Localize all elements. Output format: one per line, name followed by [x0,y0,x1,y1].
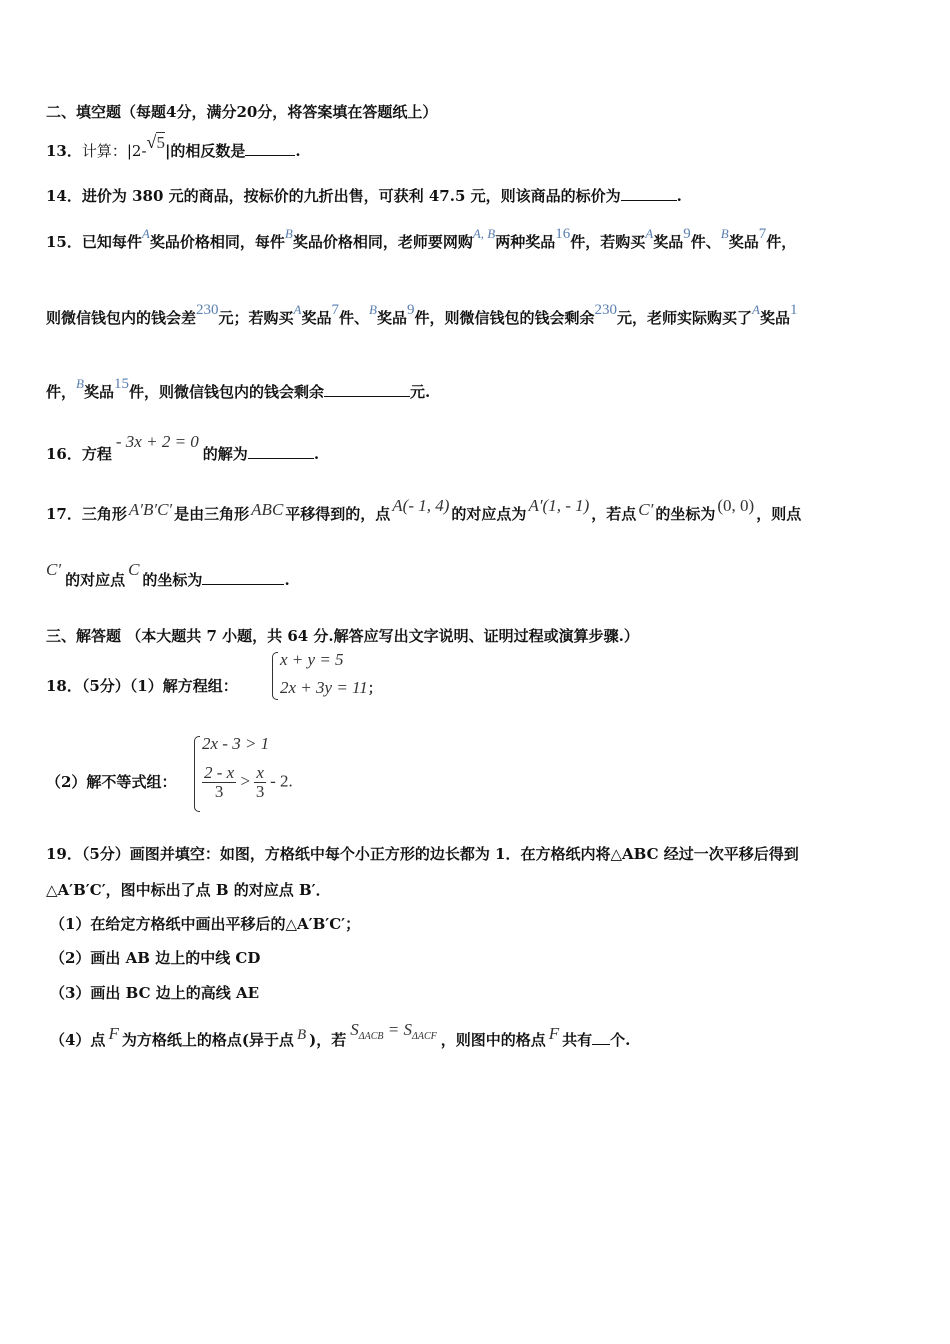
q15-math: 15 [113,376,129,392]
q17-end: . [284,571,290,589]
q19-text: 为方格纸上的格点(异于点 [121,1031,294,1049]
q19-text: （5分）画图并填空：如图，方格纸中每个小正方形的边长都为 1．在方格纸内将△ABC 经过一次平移后得到 [81,845,799,863]
system-brace [272,652,278,700]
q18-text: （2）解不等式组： [46,773,177,791]
numerator: 2 - x [204,763,235,782]
q16-equation: - 3x + 2 = 0 [115,432,199,451]
equation-2-text: 2x + 3y = 11 [280,678,368,697]
period: . [288,771,293,791]
q15-text: 元，老师实际购买了 [617,309,753,327]
q15-text: 奖品 [653,233,684,251]
q15-number: 15． [46,233,82,251]
tail-term: - 2 [270,771,289,791]
q16-end: . [313,445,320,463]
q15-math: A [293,302,302,317]
q13-text-a: 计算：|2- [81,142,147,160]
q15-text: 奖品价格相同，老师要网购 [292,233,473,251]
question-15-line-1 [46,226,797,253]
q17-text: 的坐标为 [655,505,716,523]
q15-math: B [369,302,377,317]
answer-blank[interactable] [621,186,677,201]
area-subscript: ΔACF [411,1031,437,1042]
q17-math: ABC [251,500,284,519]
q14-end: . [676,187,682,205]
q15-text: 奖品 [301,309,332,327]
q15-math: B [720,226,729,241]
question-18-part-1 [46,676,238,696]
question-19-line-1 [46,844,799,864]
q15-text: 件，若购买 [570,233,646,251]
inequality-2 [202,764,293,801]
q18-number: 18． [46,677,82,695]
q15-text: 件，则微信钱包的钱会剩余 [414,309,595,327]
area-symbol: = S [387,1020,412,1039]
denominator: 3 [255,782,265,801]
q15-math: A [645,226,654,241]
q15-math: 9 [683,226,691,242]
q15-text: 奖品 [728,233,759,251]
q15-math: 230 [594,302,617,318]
q17-text: 的对应点为 [451,505,527,523]
answer-blank[interactable] [245,141,295,156]
question-17-line-2 [46,560,290,590]
q15-text: 两种奖品 [495,233,556,251]
answer-blank[interactable] [592,1030,610,1045]
q17-math: A′(1, - 1) [528,496,590,515]
q15-text: 元. [410,383,431,401]
q18-text: （5分）（1）解方程组： [81,677,238,695]
q19-math: F [548,1024,560,1043]
q19-text: （4）点 [50,1031,106,1049]
q15-math: A [141,226,150,241]
greater-sign: > [240,771,251,791]
q15-text: 件、 [690,233,721,251]
section-3-title: 三、解答题 （本大题共 7 小题，共 64 分.解答应写出文字说明、证明过程或演算步骤.） [46,627,639,645]
question-19-line-2: △A′B′C′，图中标出了点 B 的对应点 B′． [46,881,331,899]
answer-blank[interactable] [324,382,410,397]
numerator: x [256,763,264,782]
question-13 [46,132,301,161]
q17-math: C [128,560,140,579]
q15-text: 则微信钱包内的钱会差 [46,309,197,327]
question-15-line-2 [46,302,798,329]
q15-text: 件， [46,383,77,401]
question-14 [46,186,682,206]
q17-text: ，则点 [756,505,802,523]
denominator: 3 [214,782,224,801]
q19-number: 19． [46,845,82,863]
area-expression [350,1020,437,1042]
q17-text: 平移得到的，点 [285,505,391,523]
q17-math: A′B′C′ [128,500,173,519]
q16-text: 的解为 [202,445,248,463]
q15-math: 7 [758,226,767,242]
q17-text: 的坐标为 [142,571,203,589]
q15-text: 奖品 [83,383,114,401]
q19-text: 共有 [562,1031,593,1049]
q15-math: 7 [331,302,339,318]
equation-1: x + y = 5 [280,650,344,669]
q17-math: (0, 0) [717,496,755,515]
q15-math: 9 [406,302,415,318]
q16-number: 16． [46,445,82,463]
q13-number: 13． [46,142,82,160]
q13-text-b: |的相反数是 [164,142,246,160]
q19-math: B [296,1027,307,1043]
q15-text: 元；若购买 [218,309,294,327]
q13-end: . [295,142,301,160]
q19-text: ，则图中的格点 [440,1031,546,1049]
q15-text: 已知每件 [81,233,142,251]
q16-text: 方程 [81,445,112,463]
q15-text: 奖品价格相同，每件 [149,233,285,251]
q15-math: A, B [472,226,496,241]
question-15-line-3 [46,376,431,403]
q15-text: 奖品 [376,309,407,327]
q15-text: 件、 [339,309,370,327]
area-symbol: S [350,1020,359,1039]
q17-math: C′ [46,560,62,579]
answer-blank[interactable] [248,444,314,459]
system-brace [194,736,200,812]
q19-text: 个. [610,1031,631,1049]
question-16 [46,432,320,464]
q19-sub-1: （1）在给定方格纸中画出平移后的△A′B′C′； [50,915,361,933]
question-18-part-2 [46,772,176,792]
q15-text: 件， [766,233,797,251]
q15-text: 件，则微信钱包内的钱会剩余 [128,383,324,401]
equation-2 [280,678,382,698]
answer-blank[interactable] [202,570,284,585]
q15-math: A [752,302,760,317]
q17-text: 三角形 [81,505,127,523]
fraction-right [254,764,266,801]
question-17-line-1 [46,496,802,524]
q19-sub-3: （3）画出 BC 边上的高线 AE [50,984,260,1002]
q15-math: B [76,376,84,391]
q15-math: 230 [196,302,219,318]
q19-sub-2: （2）画出 AB 边上的中线 CD [50,949,261,967]
q17-text: 是由三角形 [174,505,250,523]
q14-number: 14． [46,187,82,205]
q17-number: 17． [46,505,82,523]
q17-math: A(- 1, 4) [392,496,450,515]
fraction-left [202,764,236,801]
q15-math: 16 [555,226,571,242]
q15-text: 奖品 [759,309,790,327]
semicolon: ； [367,681,382,697]
q17-text: 的对应点 [65,571,126,589]
q13-sqrt-value: 5 [156,133,165,152]
q14-text: 进价为 380 元的商品，按标价的九折出售，可获利 47.5 元，则该商品的标价为 [81,187,621,205]
section-2-title: 二、填空题（每题4分，满分20分，将答案填在答题纸上） [46,103,438,121]
q17-math: C′ [638,500,654,519]
q19-text: )，若 [309,1031,347,1049]
q19-math: F [108,1024,119,1043]
inequality-1: 2x - 3 > 1 [202,734,270,753]
area-subscript: ΔACB [358,1031,384,1042]
sqrt-symbol: √ [146,132,157,152]
q15-math: B [284,226,293,241]
q19-sub-4 [50,1020,631,1053]
q17-text: ，若点 [591,505,637,523]
q15-math: 1 [789,302,798,318]
